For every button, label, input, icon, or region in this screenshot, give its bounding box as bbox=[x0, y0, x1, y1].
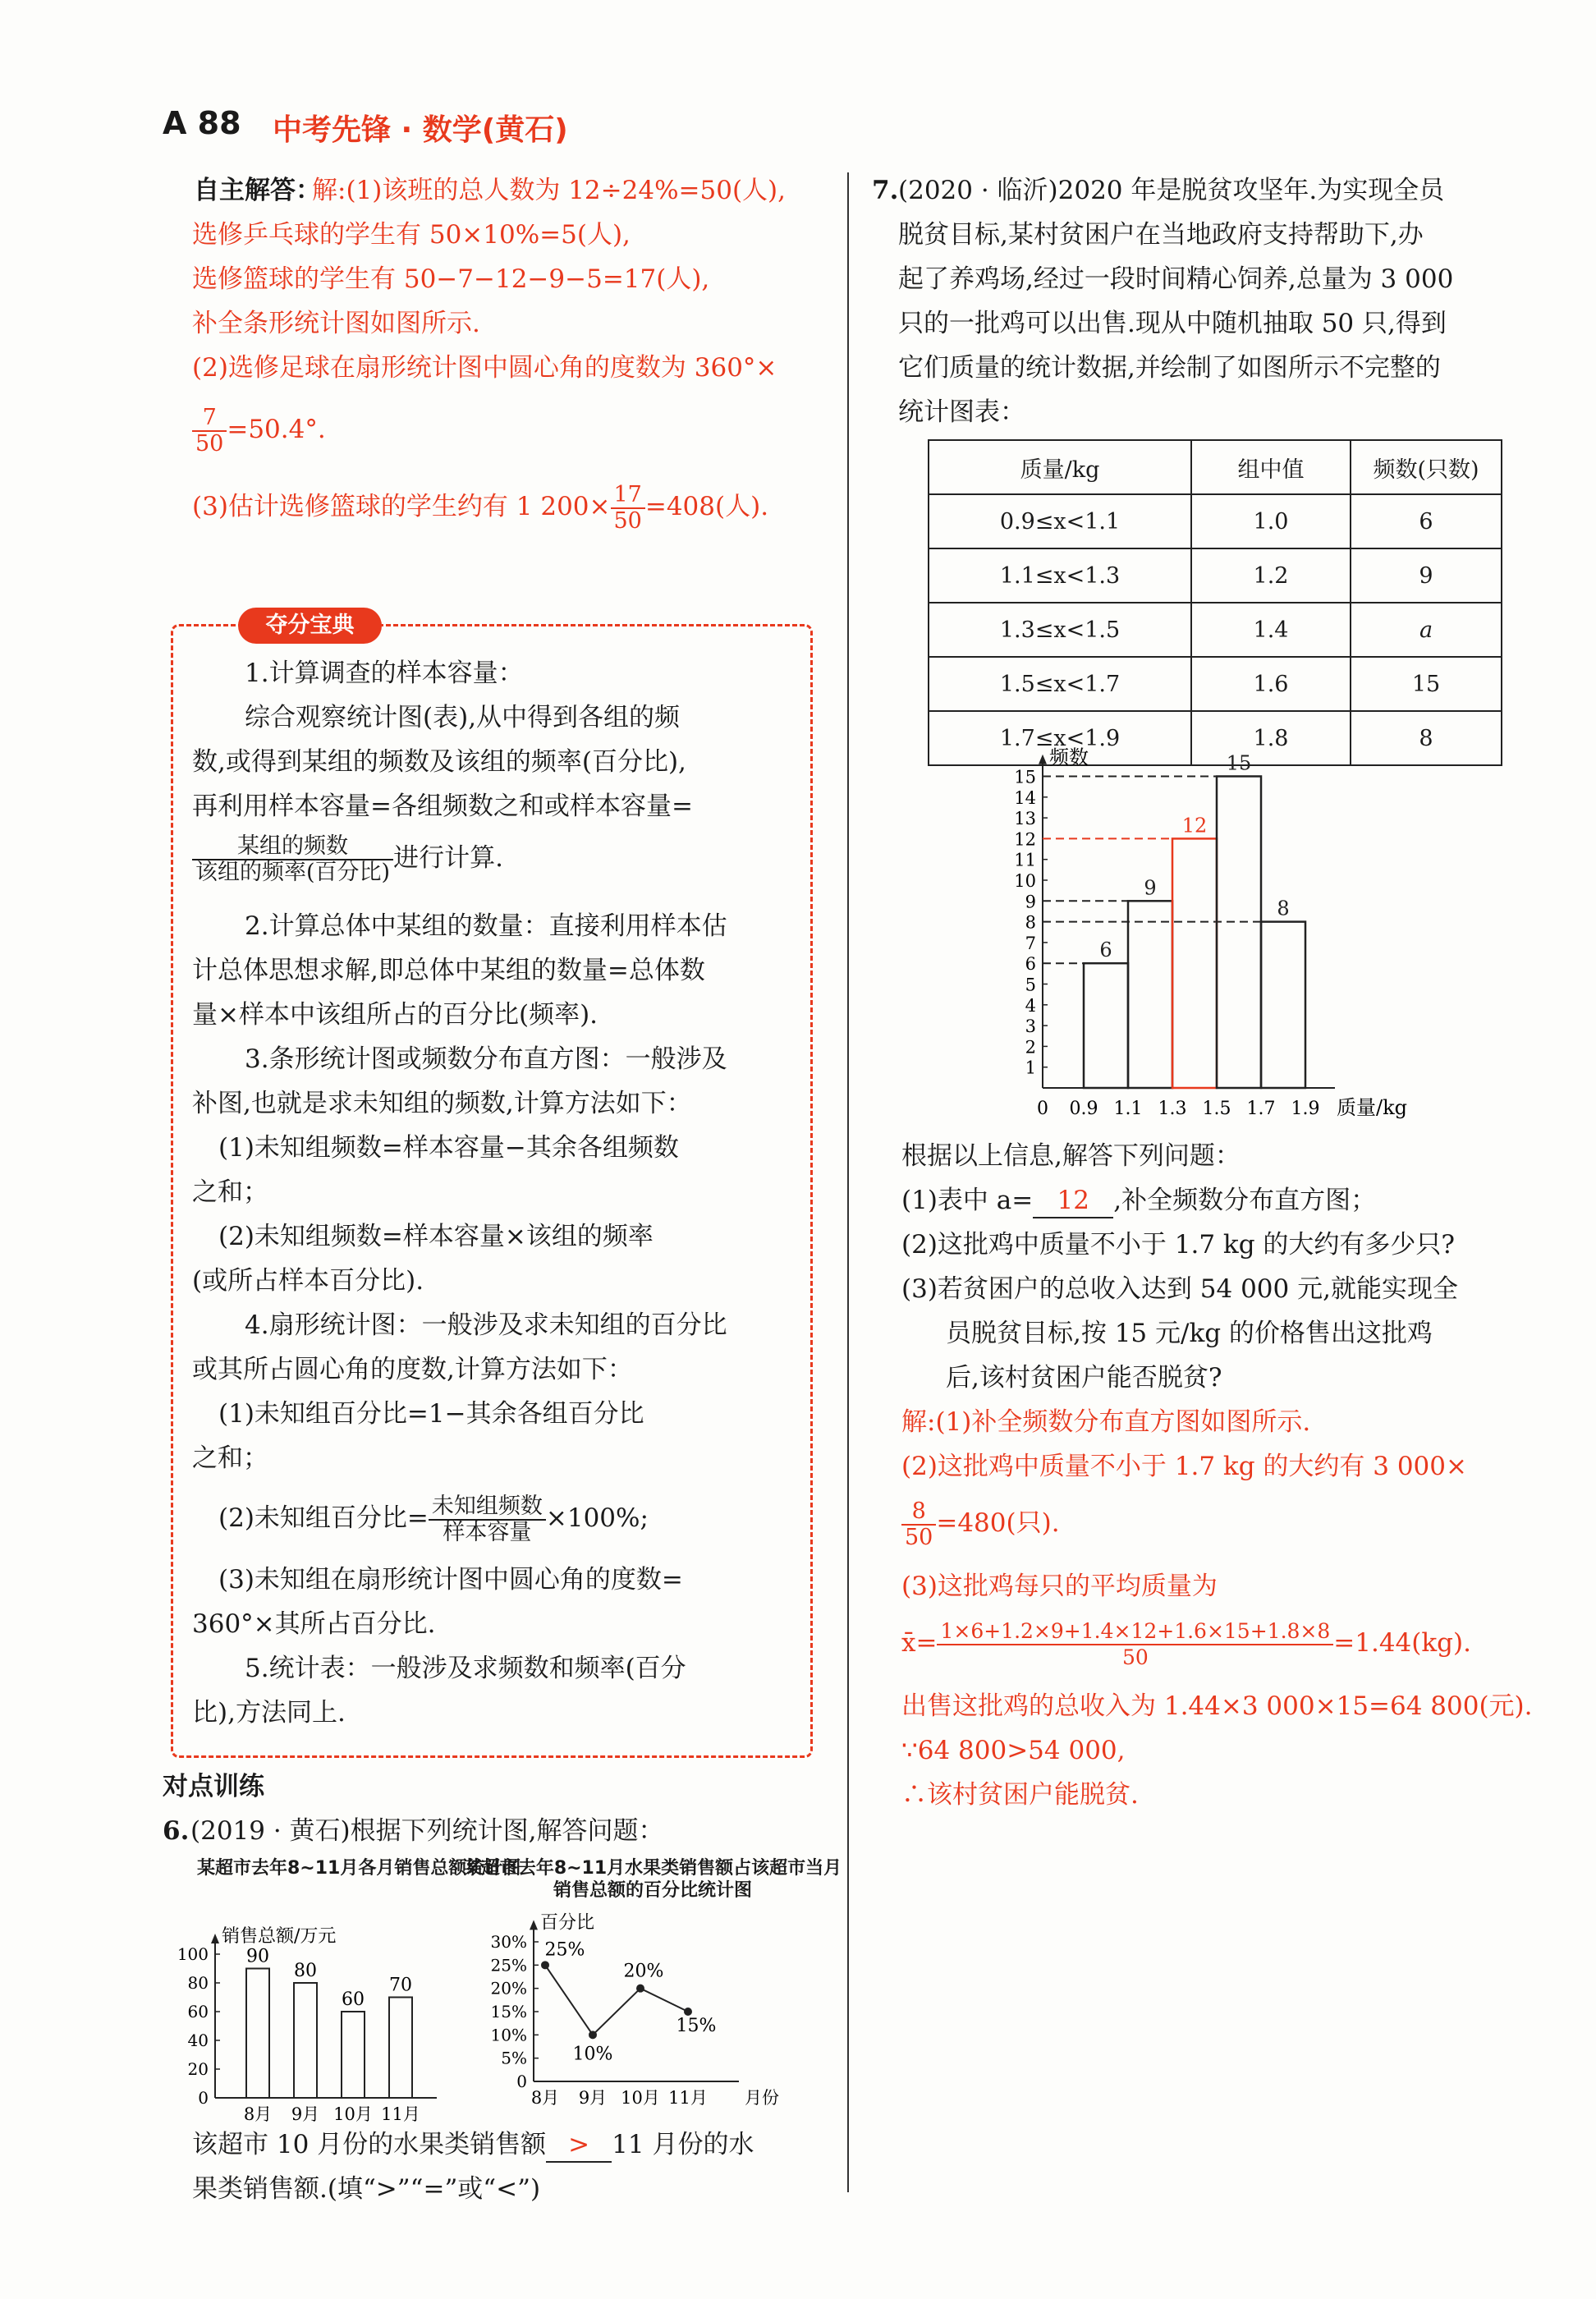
sales-bar bbox=[246, 1969, 269, 2099]
point-label: 25% bbox=[544, 1939, 585, 1961]
table-cell: 1.2 bbox=[1191, 548, 1351, 603]
table-cell: 8 bbox=[1351, 711, 1502, 765]
sales-bar bbox=[389, 1998, 412, 2099]
question-7-part-3: (3)若贫困户的总收入达到 54 000 元,就能实现全 bbox=[901, 1274, 1458, 1304]
x-tick-label: 10月 bbox=[621, 2088, 660, 2108]
bar-label: 70 bbox=[389, 1975, 412, 1996]
y-axis-arrow bbox=[530, 1920, 538, 1930]
x-tick-label: 0.9 bbox=[1069, 1099, 1098, 1119]
x-tick-label: 1.3 bbox=[1158, 1099, 1187, 1119]
table-header: 组中值 bbox=[1191, 440, 1351, 494]
data-point bbox=[684, 2008, 692, 2016]
question-7-part-3: 员脱贫目标,按 15 元/kg 的价格售出这批鸡 bbox=[946, 1319, 1433, 1348]
tip-line: 再利用样本容量=各组频数之和或样本容量= bbox=[192, 792, 693, 821]
x-tick-label: 1.9 bbox=[1291, 1099, 1320, 1119]
monthly-sales-bar-chart bbox=[164, 1905, 460, 2127]
y-axis-arrow bbox=[211, 1934, 219, 1943]
table-row bbox=[929, 711, 1502, 765]
page-number: A 88 bbox=[163, 105, 241, 141]
bar-label: 9 bbox=[1144, 876, 1157, 900]
tip-line: 数,或得到某组的频数及该组的频率(百分比), bbox=[192, 747, 686, 777]
solution-line-5: (2)选修足球在扇形统计图中圆心角的度数为 360°× bbox=[192, 353, 777, 383]
table-cell: 1.0 bbox=[1191, 494, 1351, 548]
bar-label: 15 bbox=[1226, 751, 1252, 775]
chart-1-title: 某超市去年8~11月各月销售总额统计图 bbox=[197, 1858, 521, 1879]
solution-line-part3 bbox=[192, 478, 768, 535]
fraction-result: =1.44(kg). bbox=[1333, 1628, 1471, 1658]
x-tick-label: 8月 bbox=[530, 2088, 560, 2108]
table-cell: 1.4 bbox=[1191, 603, 1351, 657]
tip-line: 5.统计表：一般涉及求频数和频率(百分 bbox=[245, 1654, 686, 1683]
prompt-line: 根据以上信息,解答下列问题： bbox=[901, 1141, 1241, 1171]
x-tick-label: 11月 bbox=[381, 2104, 420, 2124]
frequency-histogram bbox=[985, 746, 1445, 1137]
solution-line: 出售这批鸡的总收入为 1.44×3 000×15=64 800(元). bbox=[901, 1691, 1533, 1721]
fraction-denominator: 该组的频率(百分比) bbox=[195, 859, 391, 885]
section-heading: 对点训练 bbox=[163, 1772, 264, 1801]
book-title: 中考先锋 · 数学(黄石) bbox=[273, 113, 568, 147]
solution-line-1: 解:(1)该班的总人数为 12÷24%=50(人), bbox=[312, 176, 786, 205]
table-row bbox=[929, 548, 1502, 603]
fraction-denominator: 50 bbox=[613, 507, 642, 534]
answer-blank: > bbox=[546, 2128, 612, 2163]
y-tick-label: 14 bbox=[1014, 787, 1036, 808]
bar-label: 80 bbox=[294, 1961, 317, 1981]
question-7-line: 统计图表： bbox=[898, 397, 1025, 427]
table-cell: 1.5≤x<1.7 bbox=[929, 657, 1191, 711]
column-divider bbox=[847, 172, 849, 2192]
tips-badge: 夺分宝典 bbox=[238, 608, 382, 644]
fraction-numerator: 某组的频数 bbox=[192, 834, 393, 860]
y-tick-label: 20 bbox=[187, 2059, 209, 2079]
fraction-numerator: 未知组频数 bbox=[429, 1494, 546, 1521]
fraction-numerator: 7 bbox=[192, 406, 227, 432]
histogram-bar bbox=[1172, 838, 1217, 1088]
x-tick-label: 10月 bbox=[333, 2104, 373, 2124]
y-tick-label: 8 bbox=[1025, 912, 1036, 933]
tip-line: (3)未知组在扇形统计图中圆心角的度数= bbox=[218, 1565, 683, 1595]
question-7-line: 只的一批鸡可以出售.现从中随机抽取 50 只,得到 bbox=[898, 309, 1447, 338]
tip-line: (1)未知组百分比=1−其余各组百分比 bbox=[218, 1399, 644, 1429]
fraction-result: =480(只). bbox=[936, 1508, 1060, 1538]
series-line bbox=[545, 1965, 688, 2035]
x-axis-label: 质量/kg bbox=[1337, 1096, 1407, 1119]
data-point bbox=[636, 1985, 644, 1993]
y-tick-label: 9 bbox=[1025, 892, 1036, 912]
tip-line: 3.条形统计图或频数分布直方图：一般涉及 bbox=[245, 1044, 727, 1074]
x-tick-label: 0 bbox=[1037, 1099, 1048, 1119]
y-tick-label: 100 bbox=[177, 1944, 209, 1964]
tip-line: 360°×其所占百分比. bbox=[192, 1609, 436, 1639]
table-row bbox=[929, 494, 1502, 548]
y-tick-label: 0 bbox=[198, 2088, 209, 2108]
y-tick-label: 0 bbox=[516, 2072, 527, 2091]
histogram-bar bbox=[1084, 963, 1128, 1088]
x-tick-label: 8月 bbox=[243, 2104, 273, 2124]
table-cell: 6 bbox=[1351, 494, 1502, 548]
answer-suffix: 11 月份的水 bbox=[612, 2130, 754, 2159]
question-7-line: 脱贫目标,某村贫困户在当地政府支持帮助下,办 bbox=[898, 220, 1424, 250]
tip-fraction-line bbox=[192, 829, 503, 887]
bar-label: 12 bbox=[1181, 814, 1208, 837]
table-cell: 1.8 bbox=[1191, 711, 1351, 765]
point-label: 20% bbox=[623, 1961, 664, 1982]
mean-formula-line bbox=[901, 1614, 1471, 1672]
tip-line: 比),方法同上. bbox=[192, 1698, 346, 1728]
solution-fraction-line bbox=[192, 401, 326, 458]
question-7-part-3: 后,该村贫困户能否脱贫? bbox=[946, 1363, 1222, 1393]
y-tick-label: 5% bbox=[501, 2048, 527, 2068]
y-tick-label: 3 bbox=[1025, 1016, 1036, 1037]
table-cell: a bbox=[1351, 603, 1502, 657]
y-tick-label: 20% bbox=[490, 1978, 527, 1998]
bar-label: 60 bbox=[342, 1989, 365, 2010]
solution-fraction-line bbox=[901, 1494, 1060, 1552]
fraction-result: =408(人). bbox=[644, 492, 769, 521]
fraction-denominator: 样本容量 bbox=[443, 1519, 532, 1545]
fraction-denominator: 50 bbox=[905, 1524, 933, 1550]
x-tick-label: 11月 bbox=[668, 2088, 708, 2108]
fraction-numerator: 17 bbox=[611, 483, 645, 509]
y-tick-label: 2 bbox=[1025, 1037, 1036, 1058]
table-cell: 0.9≤x<1.1 bbox=[929, 494, 1191, 548]
y-tick-label: 6 bbox=[1025, 954, 1036, 975]
tip-line: 1.计算调查的样本容量： bbox=[245, 658, 524, 688]
fruit-percent-line-chart bbox=[476, 1905, 837, 2127]
fraction-numerator: 8 bbox=[901, 1499, 936, 1526]
tip-line: 补图,也就是求未知组的频数,计算方法如下： bbox=[192, 1089, 692, 1118]
y-tick-label: 11 bbox=[1014, 850, 1036, 870]
tip-line: 之和； bbox=[192, 1177, 268, 1207]
sales-bar bbox=[294, 1983, 317, 2098]
table-header-row bbox=[929, 440, 1502, 494]
tip-line: (2)未知组频数=样本容量×该组的频率 bbox=[218, 1222, 654, 1251]
y-axis-label: 频数 bbox=[1049, 746, 1089, 769]
question-7-line: (2020 · 临沂)2020 年是脱贫攻坚年.为实现全员 bbox=[898, 176, 1445, 205]
y-tick-label: 25% bbox=[490, 1955, 527, 1975]
table-cell: 15 bbox=[1351, 657, 1502, 711]
table-cell: 1.1≤x<1.3 bbox=[929, 548, 1191, 603]
question-7-part-1 bbox=[901, 1184, 1376, 1218]
tip-fraction-line-2 bbox=[218, 1489, 649, 1547]
y-tick-label: 30% bbox=[490, 1932, 527, 1952]
question-6-answer-line bbox=[192, 2128, 754, 2163]
solution-label: 自主解答： bbox=[194, 176, 321, 205]
x-tick-label: 1.7 bbox=[1246, 1099, 1276, 1119]
y-tick-label: 4 bbox=[1025, 995, 1036, 1016]
fraction-denominator: 50 bbox=[1121, 1645, 1149, 1669]
table-cell: 9 bbox=[1351, 548, 1502, 603]
tip-line: 或其所占圆心角的度数,计算方法如下： bbox=[192, 1355, 633, 1384]
question-6-text: (2019 · 黄石)根据下列统计图,解答问题： bbox=[190, 1816, 664, 1846]
y-tick-label: 5 bbox=[1025, 975, 1036, 995]
question-7-line: 它们质量的统计数据,并绘制了如图所示不完整的 bbox=[898, 353, 1441, 383]
tip-line: (或所占样本百分比). bbox=[192, 1266, 424, 1296]
y-tick-label: 10 bbox=[1014, 871, 1036, 891]
sales-bar bbox=[342, 2012, 365, 2098]
y-tick-label: 1 bbox=[1025, 1058, 1036, 1078]
point-label: 10% bbox=[572, 2044, 613, 2065]
tip-line: (1)未知组频数=样本容量−其余各组频数 bbox=[218, 1133, 679, 1163]
y-tick-label: 60 bbox=[187, 2002, 209, 2021]
y-tick-label: 15% bbox=[490, 2002, 527, 2021]
tip-line: 综合观察统计图(表),从中得到各组的频 bbox=[245, 703, 681, 732]
bar-label: 90 bbox=[246, 1946, 269, 1967]
x-tick-label: 9月 bbox=[578, 2088, 608, 2108]
part1-prefix: (1)表中 a= bbox=[901, 1186, 1034, 1215]
data-point bbox=[589, 2031, 597, 2039]
table-cell: 1.6 bbox=[1191, 657, 1351, 711]
solution-line: (3)这批鸡每只的平均质量为 bbox=[901, 1572, 1218, 1601]
tip-text: (2)未知组百分比= bbox=[218, 1503, 429, 1533]
tip-line: 2.计算总体中某组的数量：直接利用样本估 bbox=[245, 911, 727, 941]
solution-line: ∵64 800>54 000, bbox=[901, 1736, 1126, 1765]
histogram-bar bbox=[1128, 901, 1172, 1088]
tip-line: 之和； bbox=[192, 1443, 268, 1473]
solution-line-4: 补全条形统计图如图所示. bbox=[192, 309, 480, 338]
table-cell: 1.7≤x<1.9 bbox=[929, 711, 1191, 765]
tip-line: 计总体思想求解,即总体中某组的数量=总体数 bbox=[192, 956, 705, 985]
solution-line-2: 选修乒乓球的学生有 50×10%=5(人), bbox=[192, 220, 631, 250]
tip-line: 4.扇形统计图：一般涉及求未知组的百分比 bbox=[245, 1310, 727, 1340]
histogram-bar bbox=[1217, 777, 1261, 1089]
tip-line: 量×样本中该组所占的百分比(频率). bbox=[192, 1000, 598, 1030]
x-tick-label: 9月 bbox=[291, 2104, 320, 2124]
solution-line: (2)这批鸡中质量不小于 1.7 kg 的大约有 3 000× bbox=[901, 1452, 1467, 1481]
mean-symbol: x̄= bbox=[901, 1628, 938, 1658]
data-point bbox=[541, 1961, 549, 1969]
question-6-number: 6. bbox=[163, 1816, 190, 1846]
solution-line: ∴该村贫困户能脱贫. bbox=[901, 1780, 1139, 1810]
table-row bbox=[929, 657, 1502, 711]
frequency-table bbox=[928, 439, 1502, 766]
y-tick-label: 13 bbox=[1014, 809, 1036, 829]
answer-blank: 12 bbox=[1033, 1184, 1113, 1218]
fraction-numerator: 1×6+1.2×9+1.4×12+1.6×15+1.8×8 bbox=[937, 1619, 1333, 1645]
histogram-bar bbox=[1261, 922, 1305, 1088]
question-7-line: 起了养鸡场,经过一段时间精心饲养,总量为 3 000 bbox=[898, 264, 1454, 294]
point-label: 15% bbox=[676, 2016, 717, 2036]
chart-2-title: 某超市去年8~11月水果类销售额占该超市当月销售总额的百分比统计图 bbox=[463, 1858, 842, 1901]
answer-prefix: 该超市 10 月份的水果类销售额 bbox=[192, 2130, 547, 2159]
part3-text: (3)估计选修篮球的学生约有 1 200× bbox=[192, 492, 611, 521]
bar-label: 6 bbox=[1099, 938, 1112, 962]
y-axis-label: 百分比 bbox=[540, 1912, 595, 1934]
question-7-part-2: (2)这批鸡中质量不小于 1.7 kg 的大约有多少只? bbox=[901, 1230, 1456, 1260]
y-tick-label: 12 bbox=[1014, 829, 1036, 850]
question-6-line-2: 果类销售额.(填“>”“=”或“<”) bbox=[192, 2174, 541, 2204]
table-cell: 1.3≤x<1.5 bbox=[929, 603, 1191, 657]
table-header: 质量/kg bbox=[929, 440, 1191, 494]
question-7-number: 7. bbox=[872, 176, 899, 205]
fraction-result: =50.4°. bbox=[227, 415, 326, 444]
x-axis-label: 月份 bbox=[745, 2088, 779, 2108]
fraction-denominator: 50 bbox=[195, 430, 224, 457]
table-header: 频数(只数) bbox=[1351, 440, 1502, 494]
table-row bbox=[929, 603, 1502, 657]
y-tick-label: 10% bbox=[490, 2025, 527, 2045]
tip-text: ×100%; bbox=[545, 1503, 649, 1533]
x-tick-label: 1.5 bbox=[1202, 1099, 1231, 1119]
y-tick-label: 7 bbox=[1025, 933, 1036, 953]
x-tick-label: 1.1 bbox=[1113, 1099, 1143, 1119]
y-tick-label: 15 bbox=[1014, 767, 1036, 787]
bar-label: 8 bbox=[1277, 897, 1290, 920]
solution-line-3: 选修篮球的学生有 50−7−12−9−5=17(人), bbox=[192, 264, 710, 294]
y-axis-label: 销售总额/万元 bbox=[222, 1926, 337, 1947]
part1-suffix: ,补全频数分布直方图； bbox=[1113, 1186, 1377, 1215]
y-tick-label: 40 bbox=[187, 2031, 209, 2050]
tip-text: 进行计算. bbox=[393, 843, 503, 873]
solution-line: 解:(1)补全频数分布直方图如图所示. bbox=[901, 1407, 1311, 1437]
y-tick-label: 80 bbox=[187, 1973, 209, 1993]
